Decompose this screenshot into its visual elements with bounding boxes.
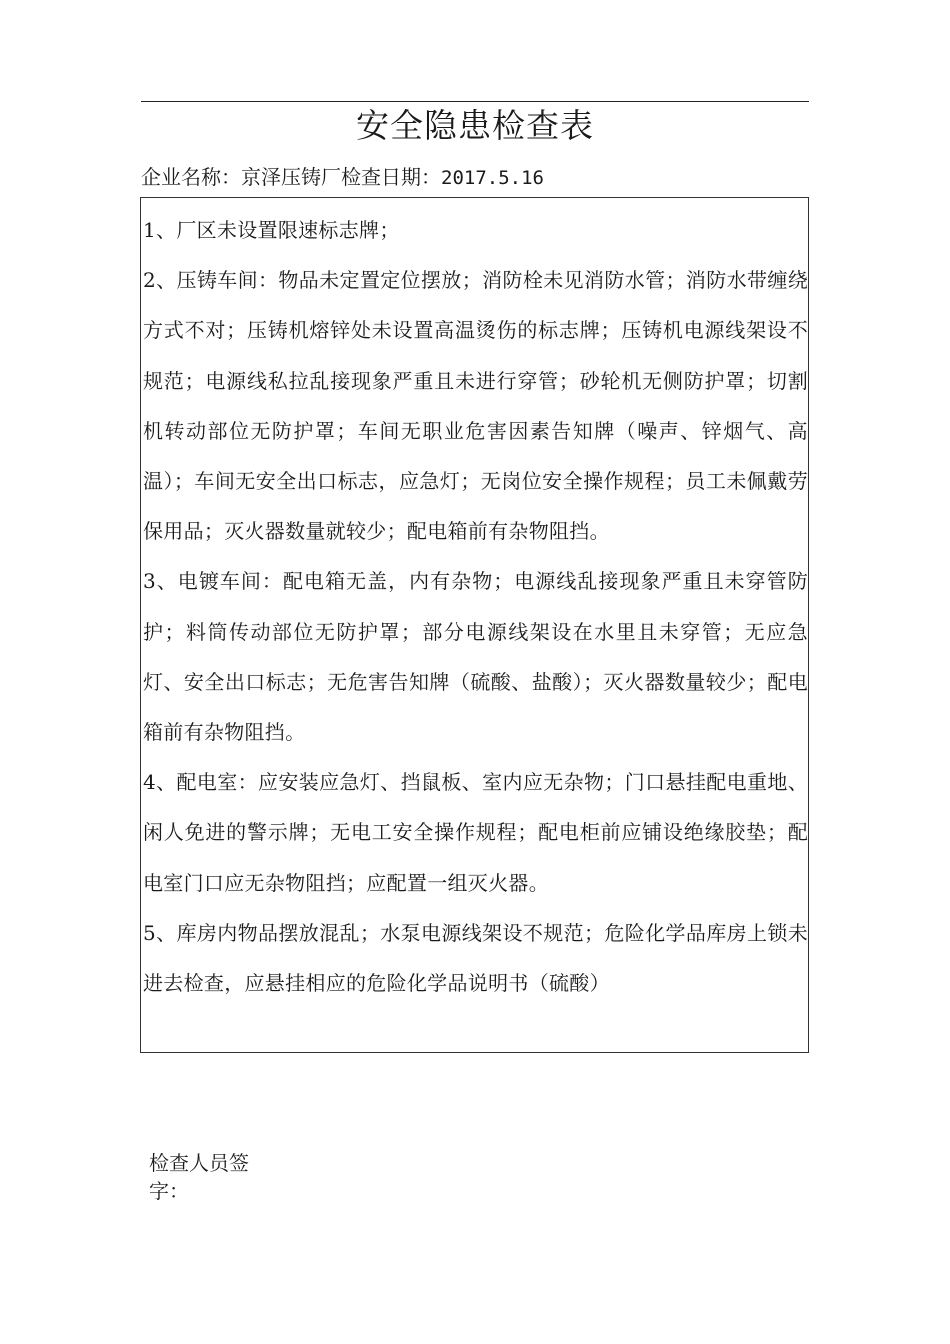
- signature-label: 检查人员签字：: [149, 1151, 249, 1203]
- company-label: 企业名称：: [141, 165, 241, 189]
- finding-item-5: 5、库房内物品摆放混乱；水泵电源线架设不规范；危险化学品库房上锁未进去检查，应悬挂相应的危险化学品说明书（硫酸）: [143, 920, 808, 996]
- document-title: 安全隐患检查表: [356, 106, 594, 145]
- inspection-date: 2017.5.16: [441, 167, 544, 189]
- header-info: [141, 162, 809, 193]
- top-rule: [141, 101, 809, 102]
- company-name: 京泽压铸厂: [241, 165, 341, 189]
- findings-list: [141, 198, 808, 1008]
- finding-item-3: 3、电镀车间：配电箱无盖，内有杂物；电源线乱接现象严重且未穿管防护；料筒传动部位无防护罩；部分电源线架设在水里且未穿管；无应急灯、安全出口标志；无危害告知牌（硫酸、盐酸）；灭火器数量较少；配电箱前有杂物阻挡。: [143, 569, 808, 745]
- date-label: 检查日期：: [341, 165, 441, 189]
- finding-item-4: 4、配电室：应安装应急灯、挡鼠板、室内应无杂物；门口悬挂配电重地、闲人免进的警示牌；无电工安全操作规程；配电柜前应铺设绝缘胶垫；配电室门口应无杂物阻挡；应配置一组灭火器。: [143, 770, 808, 895]
- finding-item-2: 2、压铸车间：物品未定置定位摆放；消防栓未见消防水管；消防水带缠绕方式不对；压铸机熔锌处未设置高温烫伤的标志牌；压铸机电源线架设不规范；电源线私拉乱接现象严重且未进行穿管；砂轮机无侧防护罩；切割机转动部位无防护罩；车间无职业危害因素告知牌（噪声、锌烟气、高温）；车间无安全出口标志，应急灯；无岗位安全操作规程；员工未佩戴劳保用品；灭火器数量就较少；配电箱前有杂物阻挡。: [143, 268, 808, 544]
- findings-box: [140, 197, 809, 1053]
- finding-item-1: 1、厂区未设置限速标志牌；: [143, 218, 400, 242]
